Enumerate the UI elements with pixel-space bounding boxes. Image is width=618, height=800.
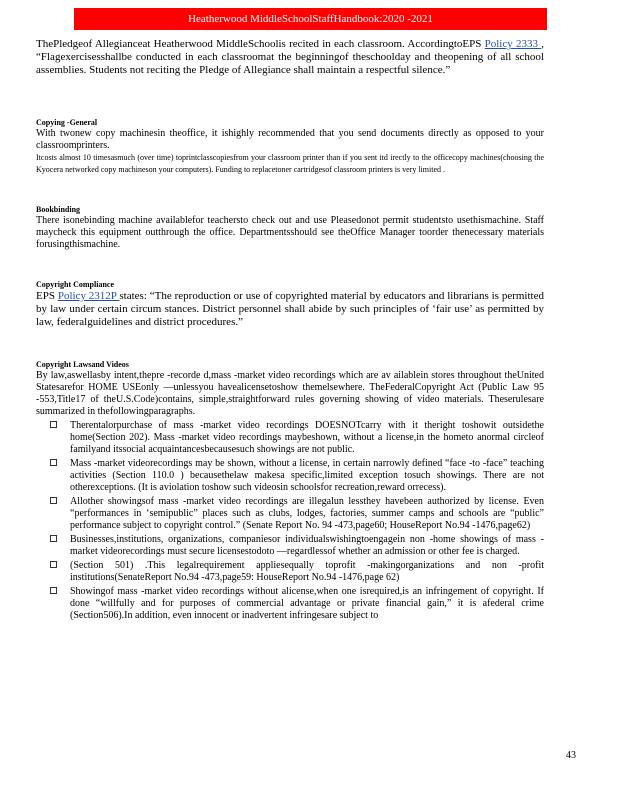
bullet-icon: [50, 459, 57, 466]
policy-2333-link[interactable]: Policy 2333: [484, 38, 542, 50]
bullet-icon: [50, 421, 57, 428]
bullet-icon: [50, 497, 57, 504]
pledge-text-b: , “Flagexercisesshallbe conducted in each classroomat the beginningof theschoolday and theopening: [36, 38, 544, 63]
page-number: 43: [566, 750, 576, 761]
spacer: [36, 176, 544, 204]
list-item: [36, 420, 544, 456]
bookbinding-heading: Bookbinding: [36, 205, 81, 214]
copying-paragraph-a: With twonew copy machinesin theoffice, it ishighly recommended that you send documents directly as opposed to your classroomprinters.: [36, 128, 544, 151]
list-item-text: Businesses,institutions, organizations, companiesor individualswishingtoengagein non -home showings of mass -market videorecordings must secure licensestodoto —regardlessof whether an admission or other fee is charged.: [70, 534, 544, 557]
handbook-header: [74, 8, 547, 30]
policy-2312p-link[interactable]: Policy 2312P: [57, 290, 120, 302]
spacer: [36, 77, 544, 117]
list-item: [36, 458, 544, 494]
list-item-text: (Section 501) .This legalrequirement appliesequally toprofit -makingorganizations and non -profit institutions(SenateReport No.94 -473,page59: HouseReport No.94 -1476,page 62): [70, 560, 544, 583]
list-item-text: Showingof mass -market video recordings without alicense,when one isrequired,is an infringement of copyright. If done “willfully and for purposes of commercial advantage or private financial gain,” it is afederal crime (Section506).In addition, even innocent or inadvertent infringesare subject to: [70, 586, 544, 621]
spacer: [36, 329, 544, 359]
spacer: [36, 251, 544, 279]
video-rules-list: [36, 420, 544, 622]
copyright-compliance-heading: Copyright Compliance: [36, 280, 114, 289]
page-body: [36, 38, 544, 624]
list-item-text: Therentalorpurchase of mass -market video recordings DOESNOTcarry with it theright toshowit outsidethe home(Section 202). Mass -market video recordings maybeshown, without a license,in the hometo anormal circleof familyand itssocial acquaintancesbecausesuch showings are not public.: [70, 420, 544, 455]
copyright-text-a: EPS: [36, 290, 58, 302]
list-item: [36, 586, 544, 622]
header-title: Heatherwood MiddleSchoolStaffHandbook:2020 -2021: [188, 13, 433, 25]
list-item-text: Mass -market videorecordings may be shown, without a license, in certain narrowly defined “face -to -face” teaching activities (Section 110.0 ) becausethelaw makesa specific,limited exception tosuch showings. There are not otherexceptions. (It is aviolation toshow such videosin schoolsfor recreation,reward orrecess).: [70, 458, 544, 493]
bullet-icon: [50, 587, 57, 594]
copying-heading: Copying -General: [36, 118, 98, 127]
list-item: [36, 534, 544, 558]
copyright-text-b: states: “The reproduction or use of copyrighted material by educators and librarians is permitted by law under certain circum stances. District personnel shall abide by such principles of ‘fair use’ as permitted by law, federalguidelines and district procedures.”: [36, 290, 544, 328]
list-item: [36, 496, 544, 532]
bullet-icon: [50, 535, 57, 542]
copying-paragraph-b: Itcosts almost 10 timesasmuch (over time) toprintclasscopiesfrom your classroom printer than if you sent itd irectly to the officecopy machines(choosing the Kyocera networked copy machineson your computers). Funding to replacetoner cartridgesof classroom printers is very limited .: [36, 153, 544, 174]
pledge-text-c: of all school assemblies. Students not reciting the Pledge of Allegiance shall maintain a respectful silence.”: [36, 51, 544, 76]
list-item-text: Allother showingsof mass -market video recordings are illegalun lessthey havebeen authorized by license. Even “performances in ‘semipublic” places such as clubs, lodges, factories, summer camps and schools are “public” performance subject to copyright control.” (Senate Report No. 94 -473,page60; HouseReport No.94 -1476,page62): [70, 496, 544, 531]
list-item: [36, 560, 544, 584]
video-heading: Copyright Lawsand Videos: [36, 360, 129, 369]
bullet-icon: [50, 561, 57, 568]
pledge-paragraph: [36, 38, 544, 77]
video-intro-paragraph: By law,aswellasby intent,thepre -recorde d,mass -market video recordings which are av ailablein stores throughout theUnited Statesarefor HOME USEonly —unlessyou havealicensetoshow themelsewhere. TheFederalCopyright Act (Public Law 95 -553,Title17 of theU.S.Code)contains, simple,straightforward rules governing showing of video materials. Theserulesare summarized in thefollowingparagraphs.: [36, 370, 544, 417]
copyright-compliance-paragraph: [36, 290, 544, 329]
bookbinding-paragraph: There isonebinding machine availablefor teachersto check out and use Pleasedonot permit studentsto usethismachine. Staff maycheck this equipment outthrough the office. Departmentsshould see theOffice Manager toorder thenecessary materials forusingthismachine.: [36, 215, 544, 250]
pledge-text-a: ThePledgeof Allegianceat Heatherwood MiddleSchoolis recited in each classroom. AccordingtoEPS: [36, 38, 485, 50]
